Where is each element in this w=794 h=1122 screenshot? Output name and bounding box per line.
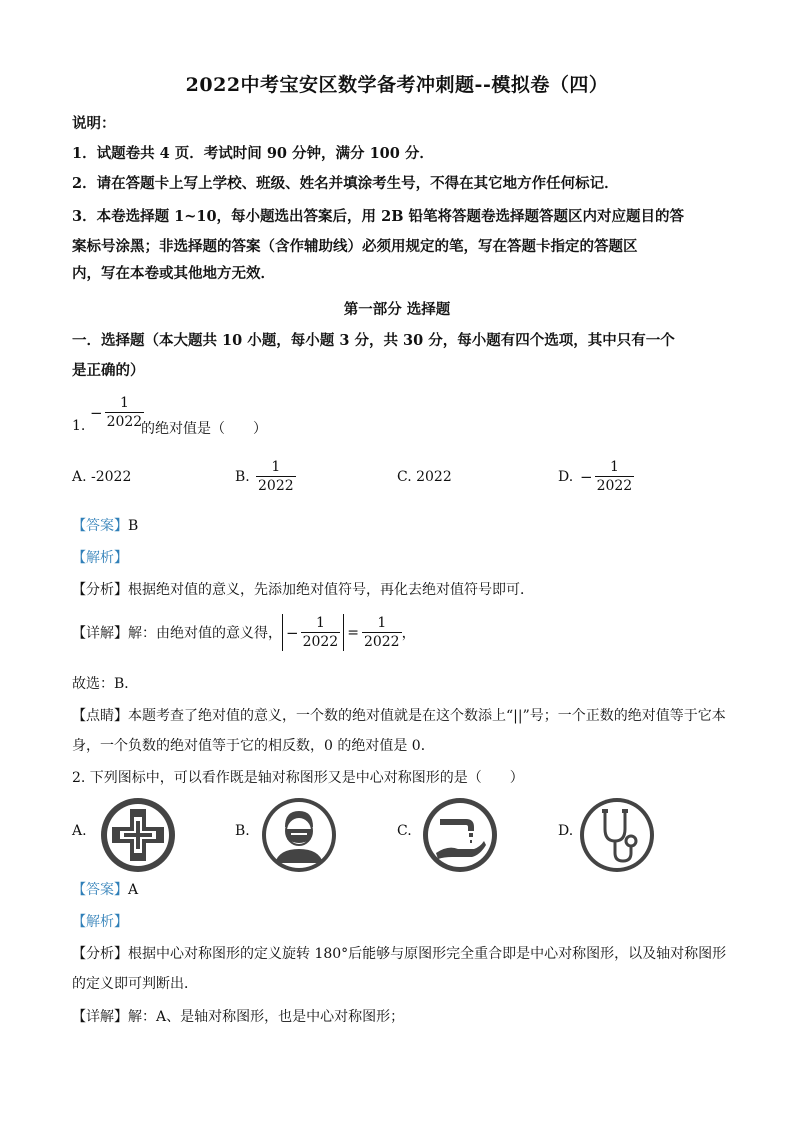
- q1-option-d-num: 1: [609, 459, 619, 475]
- q1-option-b-den: 2022: [258, 478, 294, 494]
- note-1: 1．试题卷共 4 页．考试时间 90 分钟，满分 100 分．: [72, 145, 434, 162]
- section-line-1: 一．选择题（本大题共 10 小题，每小题 3 分，共 30 分，每小题有四个选项，其中只有一个: [72, 332, 675, 349]
- q2-label-d: D.: [558, 823, 574, 839]
- q1-analysis-tag: 【解析】: [72, 550, 128, 566]
- q2-detail: 解：A、是轴对称图形，也是中心对称图形；: [128, 1009, 405, 1025]
- q2-label-c: C.: [397, 823, 412, 839]
- masked-person-icon: [257, 795, 341, 875]
- q1-answer: B: [128, 518, 139, 534]
- medical-cross-icon: [96, 795, 180, 875]
- q1-num: 1: [119, 395, 129, 411]
- q2-fenxi-tag: 【分析】: [72, 946, 128, 962]
- note-3-line-2: 案标号涂黑；非选择题的答案（含作辅助线）必须用规定的笔，写在答题卡指定的答题区: [72, 238, 638, 255]
- q1-detail-end: ，: [401, 625, 416, 642]
- q1-option-b-label: B.: [235, 469, 250, 485]
- q1-fenxi-tag: 【分析】: [72, 582, 128, 598]
- q1-option-b-fraction: [256, 458, 296, 495]
- part-heading: 第一部分 选择题: [343, 301, 451, 318]
- notes-heading: 说明：: [72, 115, 116, 132]
- q1-fenxi: 根据绝对值的意义，先添加绝对值符号，再化去绝对值符号即可．: [128, 582, 534, 598]
- q1-detail-rden: 2022: [363, 634, 400, 650]
- q2-detail-tag: 【详解】: [72, 1009, 128, 1025]
- q1-detail-line: [72, 614, 416, 651]
- q1-number: 1.: [72, 418, 86, 434]
- note-3-line-3: 内，写在本卷或其他地方无效．: [72, 265, 275, 282]
- q2-label-a: A.: [72, 823, 87, 839]
- q1-fraction-expression: [90, 394, 144, 431]
- q1-answer-line: [72, 515, 138, 535]
- q2-analysis-tag: 【解析】: [72, 914, 128, 930]
- page-title: 2022中考宝安区数学备考冲刺题--模拟卷（四）: [185, 74, 609, 96]
- q2-fenxi-line-1: [72, 943, 726, 963]
- q1-fraction: [105, 394, 145, 431]
- q1-detail-eq: =: [347, 624, 359, 641]
- q1-option-d-den: 2022: [596, 478, 633, 494]
- q1-neg-sign: −: [90, 403, 103, 422]
- q1-dianjing-tag: 【点睛】: [72, 708, 128, 724]
- q2-stem: 2. 下列图标中，可以看作既是轴对称图形又是中心对称图形的是（ ）: [72, 770, 524, 786]
- q1-dianjing-line-1: [72, 705, 726, 725]
- q1-choose: 故选：B．: [72, 676, 139, 692]
- q1-answer-tag: 【答案】: [72, 518, 128, 534]
- q1-dianjing-line-2: 身，一个负数的绝对值等于它的相反数，0 的绝对值是 0．: [72, 738, 435, 754]
- q2-fenxi-line-2: 的定义即可判断出．: [72, 976, 198, 992]
- q1-option-b-num: 1: [271, 459, 281, 475]
- q1-detail-prefix: 解：由绝对值的意义得，: [128, 625, 282, 642]
- q1-option-d-fraction: [580, 458, 634, 495]
- q1-fenxi-line: [72, 579, 534, 599]
- stethoscope-icon: [575, 795, 659, 875]
- q1-option-d-neg: −: [580, 467, 593, 486]
- q1-detail-neg: −: [286, 623, 299, 642]
- note-3-line-1: 3．本卷选择题 1~10，每小题选出答案后，用 2B 铅笔将答题卷选择题答题区内对应题目的答: [72, 208, 684, 225]
- q2-answer-tag: 【答案】: [72, 882, 128, 898]
- q1-detail-tag: 【详解】: [72, 625, 128, 642]
- q1-detail-den: 2022: [302, 634, 339, 650]
- q2-answer-line: [72, 879, 138, 899]
- q1-dianjing-1: 本题考查了绝对值的意义，一个数的绝对值就是在这个数添上“||”号；一个正数的绝对值等于它本: [128, 708, 726, 724]
- q1-option-a: A. -2022: [72, 469, 132, 485]
- q1-option-c: C. 2022: [397, 469, 452, 485]
- section-line-2: 是正确的）: [72, 362, 145, 379]
- q2-answer: A: [128, 882, 139, 898]
- note-2: 2．请在答题卡上写上学校、班级、姓名并填涂考生号，不得在其它地方作任何标记．: [72, 175, 619, 192]
- q2-fenxi-1: 根据中心对称图形的定义旋转 180°后能够与原图形完全重合即是中心对称图形，以及轴对称图形: [128, 946, 727, 962]
- hand-washing-icon: [418, 795, 502, 875]
- q1-detail-rnum: 1: [377, 615, 387, 631]
- q2-label-b: B.: [235, 823, 250, 839]
- q1-detail-abs: [282, 614, 344, 651]
- q1-stem: 的绝对值是（ ）: [141, 421, 267, 437]
- q1-detail-num: 1: [315, 615, 325, 631]
- q1-option-d-label: D.: [558, 469, 574, 485]
- q1-den: 2022: [106, 414, 143, 430]
- q2-detail-line: [72, 1006, 404, 1026]
